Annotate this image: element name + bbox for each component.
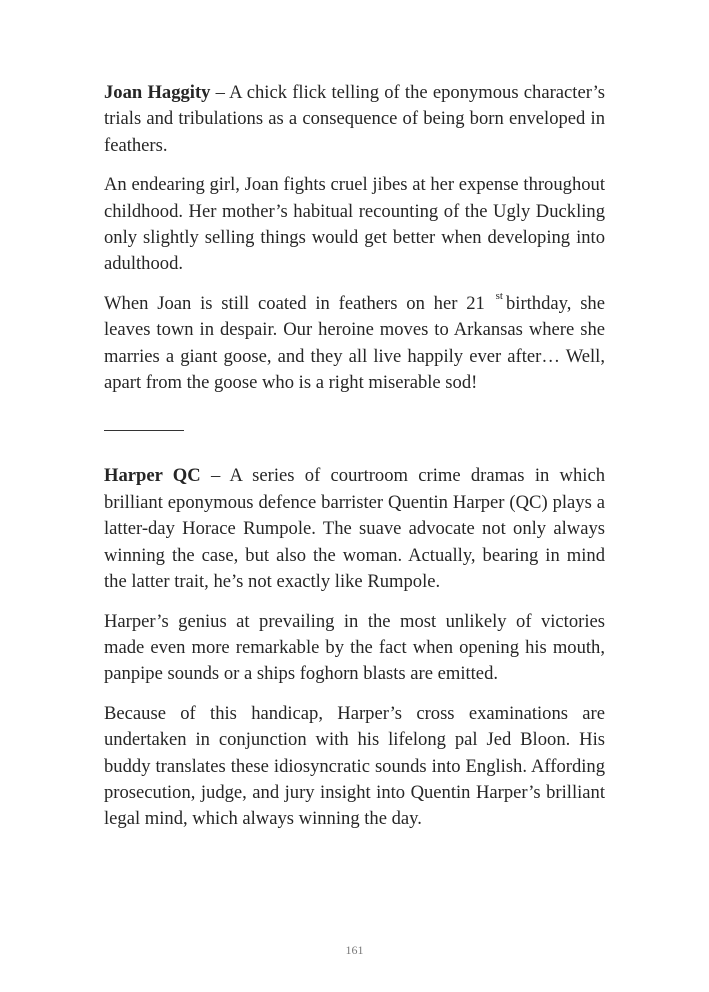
entry-title: Harper QC <box>104 465 201 487</box>
entry-text: When Joan is still coated in feathers on her 21 <box>104 292 485 314</box>
page-number: 161 <box>345 943 364 957</box>
entry-joan-paragraph-3 <box>104 291 605 397</box>
entry-text: – A series of courtroom crime dramas in which brilliant eponymous defence barrister Quentin Harper (QC) plays a latter-day Horace Rumpole. The suave advocate not only always winning the case, but also the woman. Actually, bearing in mind the latter trait, he’s not exactly like Rumpole. <box>104 465 605 593</box>
entry-title: Joan Haggity <box>104 82 211 103</box>
entry-joan-intro <box>104 80 605 159</box>
entry-harper-paragraph-3: Because of this handicap, Harper’s cross examinations are undertaken in conjunction with his lifelong pal Jed Bloon. His buddy translates these idiosyncratic sounds into English. Affording prosecution, judge, and jury insight into Quentin Harper’s brilliant legal mind, which always winning the day. <box>104 702 605 830</box>
entry-harper-paragraph-2: Harper’s genius at prevailing in the most unlikely of victories made even more remarkable by the fact when opening his mouth, panpipe sounds or a ships foghorn blasts are emitted. <box>104 610 605 685</box>
entry-joan-paragraph-2: An endearing girl, Joan fights cruel jibes at her expense throughout childhood. Her mother’s habitual recounting of the Ugly Duckling only slightly selling things would get better when developing into adulthood. <box>104 174 605 275</box>
ordinal-suffix: st <box>495 289 503 302</box>
entry-text: birthday, she leaves town in despair. Our heroine moves to Arkansas where she marries a giant goose, and they all live happily ever after… Well, apart from the goose who is a right miserable sod! <box>104 292 605 394</box>
entry-harper-intro <box>104 463 605 595</box>
section-divider <box>104 430 184 431</box>
entry-text: – A chick flick telling of the eponymous character’s trials and tribulations as a consequence of being born enveloped in feathers. <box>104 82 605 156</box>
page-body <box>104 80 605 846</box>
